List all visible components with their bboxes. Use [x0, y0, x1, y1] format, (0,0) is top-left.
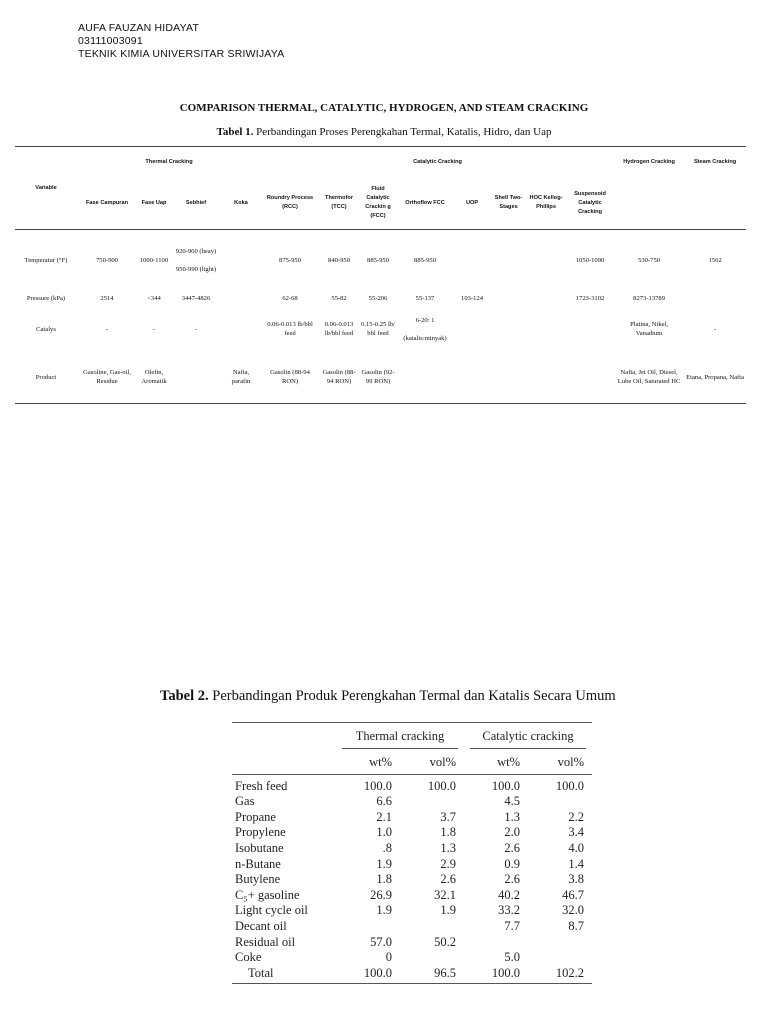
table-row — [232, 935, 592, 951]
table-cell-c-wt: 100.0 — [464, 966, 528, 984]
table-cell: Gasolin (88-94 RON) — [261, 351, 319, 404]
table-cell: 920-960 (heay) 950-990 (light) — [171, 230, 221, 291]
table2-caption-text: Perbandingan Produk Perengkahan Termal dan Katalis Secara Umum — [208, 688, 616, 704]
row-label: C₅+ gasoline — [235, 887, 300, 902]
table2-unit-thermal-wt: wt% — [336, 749, 400, 775]
table-cell — [221, 307, 261, 351]
table-cell — [453, 230, 491, 291]
subheader-cell: Thermofor (TCC) — [325, 195, 353, 210]
table-cell-t-vol — [400, 794, 464, 810]
table-cell-c-wt: 40.2 — [498, 887, 520, 902]
table-row — [15, 290, 746, 307]
table-cell: 55-206 — [368, 295, 388, 302]
table-cell-t-vol: 32.1 — [434, 887, 456, 902]
student-id: 03111003091 — [78, 35, 143, 47]
table-cell: Gasoline, Gas-oil, Residue — [77, 351, 137, 404]
row-label: Light cycle oil — [235, 903, 308, 918]
table-cell-t-wt: 6.6 — [376, 794, 392, 809]
subheader-cell: Shell Two-Stages — [494, 195, 523, 210]
table-row — [232, 825, 592, 841]
table-cell — [491, 307, 526, 351]
table-cell-t-wt: 2.1 — [376, 809, 392, 824]
table-cell: 0.15-0.25 lb/ bbl feed — [361, 321, 395, 337]
table-cell-t-wt: .8 — [382, 840, 392, 855]
table-cell: 1723-3102 — [575, 295, 605, 302]
table-cell: - — [713, 325, 717, 333]
header-thermal-cracking: Thermal Cracking — [77, 147, 261, 178]
table-row — [232, 794, 592, 810]
table-cell: 1562 — [684, 230, 746, 291]
subheader-cell: Roundry Process (RCC) — [266, 195, 314, 210]
table-cell-t-wt: 57.0 — [370, 934, 392, 949]
table-cell-t-wt: 1.9 — [376, 856, 392, 871]
table-cell: 1000-1100 — [137, 230, 171, 291]
row-label: Propane — [235, 809, 276, 824]
table-cell: - — [194, 325, 198, 333]
row-label: Butylene — [235, 872, 281, 887]
table-cell-t-wt: 100.0 — [336, 966, 400, 984]
table-cell-c-wt: 1.3 — [504, 809, 520, 824]
table-cell-c-wt: 2.0 — [504, 825, 520, 840]
table1-caption-text: Perbandingan Proses Perengkahan Termal, Katalis, Hidro, dan Uap — [253, 126, 552, 138]
table-cell-c-vol: 46.7 — [562, 887, 584, 902]
table2-header-catalytic-label: Catalytic cracking — [470, 729, 586, 749]
steam-sub-empty — [684, 177, 746, 230]
table-cell — [526, 290, 566, 307]
product-comparison-table — [232, 722, 592, 984]
row-label: Fresh feed — [235, 778, 288, 793]
table-cell: 1050-1090 — [566, 230, 614, 291]
table-cell-c-wt: 4.5 — [504, 794, 520, 809]
subheader-cell: Sebhief — [185, 199, 207, 206]
header-variable: Variable — [15, 147, 77, 230]
table-cell: Olefin, Aromatik — [137, 351, 171, 404]
table-cell-t-vol — [400, 919, 464, 935]
subheader-cell: HOC Kellog-Phillips — [529, 195, 563, 210]
table-cell — [526, 351, 566, 404]
table-cell-c-wt: 0.9 — [504, 856, 520, 871]
row-label: Residual oil — [235, 934, 296, 949]
table-cell-c-wt: 2.6 — [504, 840, 520, 855]
table1-container — [15, 146, 746, 404]
table2-caption-label: Tabel 2. — [160, 688, 209, 704]
table-cell-c-vol: 1.4 — [568, 856, 584, 871]
table-cell: - — [105, 325, 109, 333]
table-cell-c-vol: 2.2 — [568, 809, 584, 824]
row-label: Isobutane — [235, 840, 284, 855]
row-label: Coke — [235, 950, 262, 965]
table-cell-c-vol: 4.0 — [568, 840, 584, 855]
table2-unit-catalytic-vol: vol% — [528, 749, 592, 775]
table-cell-t-vol: 2.6 — [440, 872, 456, 887]
table-cell: 55-82 — [331, 295, 347, 302]
subheader-cell: Suspensoid Catalytic Cracking — [574, 190, 606, 215]
table-row — [232, 888, 592, 904]
table1-caption-label: Tabel 1. — [216, 126, 254, 138]
table-cell — [566, 351, 614, 404]
table-cell-t-wt: 0 — [385, 950, 392, 965]
table-row — [232, 919, 592, 935]
table-cell-t-vol — [400, 950, 464, 966]
header-hydrogen-cracking: Hydrogen Cracking — [614, 147, 684, 178]
header-steam-cracking: Steam Cracking — [684, 147, 746, 178]
table-cell-c-vol: 102.2 — [528, 966, 592, 984]
row-label: Gas — [235, 794, 255, 809]
table1-caption — [0, 126, 768, 138]
table-cell: Gasolin (88-94 RON) — [319, 351, 359, 404]
table-cell: - — [152, 325, 156, 333]
row-variable: Product — [15, 351, 77, 404]
table-cell: 3447-4826 — [181, 295, 211, 302]
table-cell — [453, 351, 491, 404]
table-cell — [171, 351, 221, 404]
table-cell — [397, 351, 453, 404]
table-cell: 8273-13789 — [633, 295, 666, 302]
table2-unit-thermal-vol: vol% — [400, 749, 464, 775]
table-cell: Etana, Propana, Nafta — [684, 351, 746, 404]
table-row — [15, 351, 746, 404]
subheader-cell: Orthoflow FCC — [405, 199, 445, 206]
table-cell — [491, 351, 526, 404]
table-cell-c-vol: 3.8 — [568, 872, 584, 887]
table-cell-c-wt: 7.7 — [504, 918, 520, 933]
table-cell — [526, 307, 566, 351]
row-label: n-Butane — [235, 856, 281, 871]
table-cell-t-wt: 1.8 — [376, 872, 392, 887]
table-cell: 6-20: 1 (katalis:minyak) — [403, 316, 447, 342]
table-cell-c-wt: 33.2 — [498, 903, 520, 918]
table-cell — [491, 290, 526, 307]
process-comparison-table — [15, 146, 746, 404]
table-cell: 55-137 — [415, 295, 435, 302]
table-cell-t-vol: 2.9 — [440, 856, 456, 871]
author-name: AUFA FAUZAN HIDAYAT — [78, 22, 200, 34]
author-header — [78, 22, 284, 61]
table-cell: 0.06-0.013 lb/bbl feed — [267, 321, 313, 337]
table-cell: Nafta, Jet Oil, Diesel, Lube Oil, Saturated HC — [614, 351, 684, 404]
table-cell-c-wt: 100.0 — [491, 778, 520, 793]
table-cell-c-vol — [528, 935, 592, 951]
table-cell — [566, 307, 614, 351]
table-row — [232, 950, 592, 966]
table-cell — [526, 230, 566, 291]
table-cell: 885-950 — [397, 230, 453, 291]
table-row — [232, 966, 592, 984]
hydro-sub-empty — [614, 177, 684, 230]
subheader-cell: Koka — [234, 199, 248, 206]
table-cell-t-vol: 100.0 — [427, 778, 456, 793]
table2-caption — [160, 688, 616, 705]
table-cell — [221, 230, 261, 291]
subheader-cell: Fluid Catalytic Crackin g (FCC) — [365, 186, 391, 219]
table-cell — [491, 230, 526, 291]
table-row — [15, 307, 746, 351]
row-label: Propylene — [235, 825, 286, 840]
subheader-cell: Fase Uap — [141, 199, 167, 206]
table-cell-t-vol: 1.8 — [440, 825, 456, 840]
table-row — [232, 810, 592, 826]
subheader-cell: Fase Campuran — [86, 199, 128, 206]
table-cell: 885-950 — [359, 230, 397, 291]
table-cell — [221, 290, 261, 307]
table-cell-c-vol: 8.7 — [568, 918, 584, 933]
table-cell-t-wt — [336, 919, 400, 935]
table-cell — [453, 307, 491, 351]
table-cell-t-wt: 26.9 — [370, 887, 392, 902]
table-cell-c-vol: 3.4 — [568, 825, 584, 840]
table-cell: 750-900 — [77, 230, 137, 291]
table-row — [232, 903, 592, 919]
table-cell: 103-124 — [461, 295, 483, 302]
table-cell: 875-950 — [261, 230, 319, 291]
row-variable: Pressure (kPa) — [26, 295, 66, 302]
table-row — [232, 774, 592, 794]
table-cell-c-wt: 2.6 — [504, 872, 520, 887]
table2-header-thermal — [336, 723, 464, 749]
table-cell-c-vol: 32.0 — [562, 903, 584, 918]
table-row — [232, 857, 592, 873]
table-cell: Platina, Nikel, Vanadium — [630, 321, 669, 337]
table-cell-c-vol: 100.0 — [555, 778, 584, 793]
table-cell-c-vol — [528, 950, 592, 966]
table-cell: 62-68 — [282, 295, 298, 302]
document-title: COMPARISON THERMAL, CATALYTIC, HYDROGEN, AND STEAM CRACKING — [179, 102, 589, 114]
table2-unit-corner — [232, 749, 336, 775]
table-cell-c-wt — [464, 935, 528, 951]
table-cell: 2514 — [100, 295, 114, 302]
row-variable: Temperatur (°F) — [15, 230, 77, 291]
row-variable: Catalys — [36, 325, 56, 333]
table-cell-t-vol: 1.9 — [440, 903, 456, 918]
table-cell: Nafta, parafin — [221, 351, 261, 404]
table-cell-c-wt: 5.0 — [504, 950, 520, 965]
table-cell-t-vol: 3.7 — [440, 809, 456, 824]
affiliation: TEKNIK KIMIA UNIVERSITAR SRIWIJAYA — [78, 48, 285, 60]
table2-container — [232, 722, 592, 984]
table-cell: 530-750 — [614, 230, 684, 291]
table-cell-t-wt: 1.9 — [376, 903, 392, 918]
table-cell: Gasolin (92-99 RON) — [359, 351, 397, 404]
table2-header-catalytic — [464, 723, 592, 749]
header-catalytic-cracking: Catalytic Cracking — [261, 147, 614, 178]
table-cell-t-wt: 1.0 — [376, 825, 392, 840]
row-label: Decant oil — [235, 918, 287, 933]
table-cell-c-vol — [528, 794, 592, 810]
table-row — [232, 872, 592, 888]
table-row — [15, 230, 746, 291]
table-cell — [684, 290, 746, 307]
row-label: Total — [232, 966, 336, 984]
table-row — [232, 841, 592, 857]
table-cell-t-wt: 100.0 — [363, 778, 392, 793]
subheader-cell: UOP — [465, 199, 479, 206]
table-cell-t-vol: 50.2 — [434, 934, 456, 949]
table-cell: 0.06-0.013 lb/bbl feed — [324, 321, 354, 337]
table-cell: 840-950 — [319, 230, 359, 291]
table2-unit-catalytic-wt: wt% — [464, 749, 528, 775]
table-cell-t-vol: 96.5 — [400, 966, 464, 984]
table2-header-thermal-label: Thermal cracking — [342, 729, 458, 749]
table-cell-t-vol: 1.3 — [440, 840, 456, 855]
table2-corner — [232, 723, 336, 749]
table-cell: <344 — [147, 295, 161, 302]
